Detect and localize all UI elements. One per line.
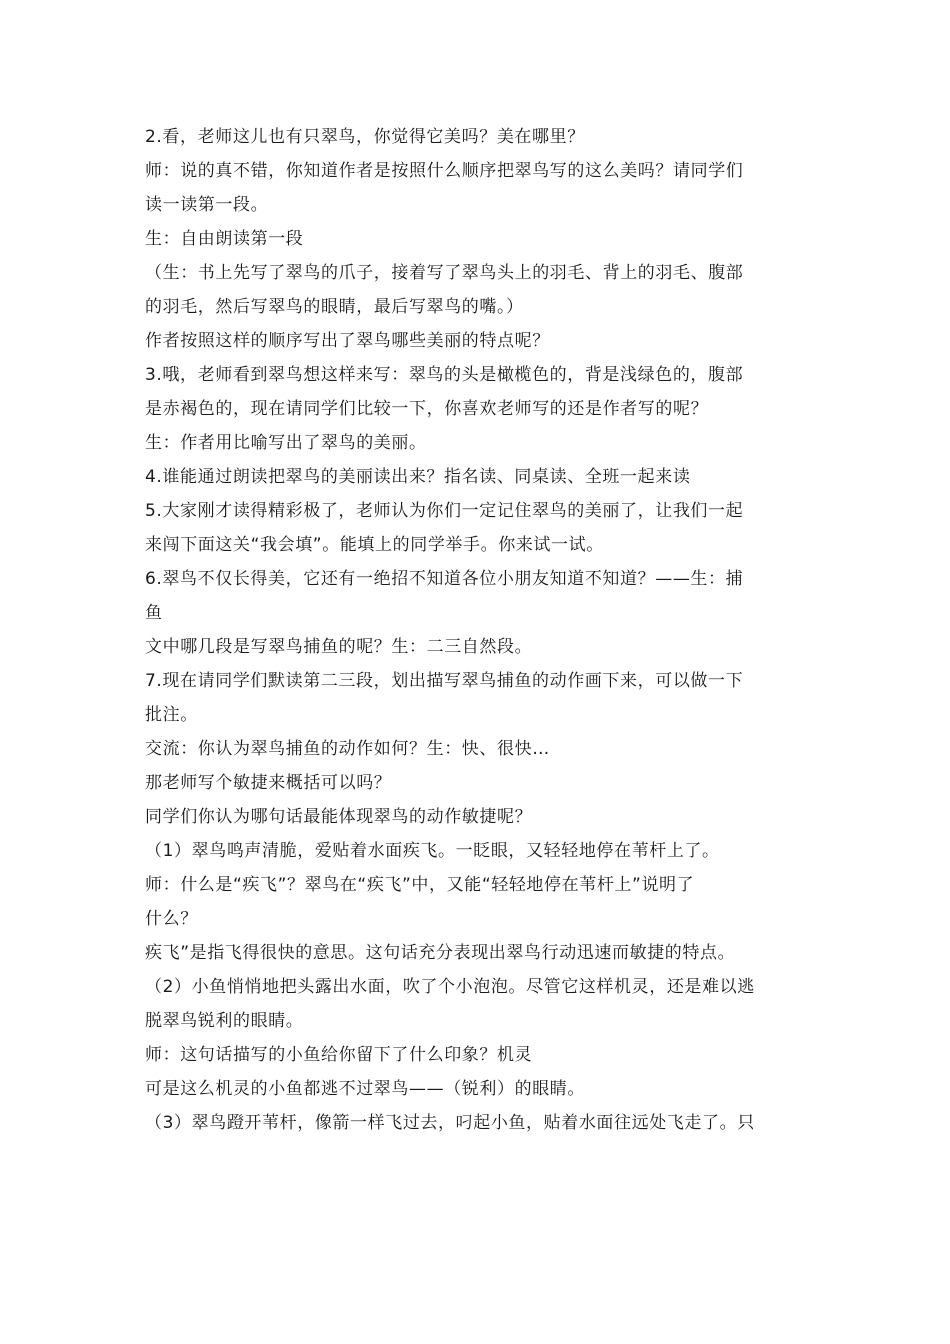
text-line: 来闯下面这关“我会填”。能填上的同学举手。你来试一试。 bbox=[145, 535, 604, 555]
text-line: 2.看，老师这儿也有只翠鸟，你觉得它美吗？美在哪里？ bbox=[145, 127, 585, 147]
paragraph-21 bbox=[145, 1072, 815, 1106]
text-line: 什么？ bbox=[145, 909, 198, 929]
text-line: 鱼 bbox=[145, 603, 163, 623]
paragraph-18 bbox=[145, 936, 815, 970]
text-line: 批注。 bbox=[145, 705, 198, 725]
paragraph-12 bbox=[145, 664, 815, 732]
text-line: 3.哦，老师看到翠鸟想这样来写：翠鸟的头是橄榄色的，背是浅绿色的，腹部 bbox=[145, 365, 744, 385]
paragraph-19 bbox=[145, 970, 815, 1038]
paragraph-14 bbox=[145, 766, 815, 800]
text-line: 4.谁能通过朗读把翠鸟的美丽读出来？指名读、同桌读、全班一起来读 bbox=[145, 467, 691, 487]
text-line: （生：书上先写了翠鸟的爪子，接着写了翠鸟头上的羽毛、背上的羽毛、腹部 bbox=[145, 263, 744, 283]
paragraph-9 bbox=[145, 494, 815, 562]
text-line: 可是这么机灵的小鱼都逃不过翠鸟——（锐利）的眼睛。 bbox=[145, 1079, 585, 1099]
paragraph-13 bbox=[145, 732, 815, 766]
text-line: 文中哪几段是写翠鸟捕鱼的呢？生：二三自然段。 bbox=[145, 637, 533, 657]
text-line: 师：这句话描写的小鱼给你留下了什么印象？机灵 bbox=[145, 1045, 533, 1065]
text-line: 脱翠鸟锐利的眼睛。 bbox=[145, 1011, 304, 1031]
document-body bbox=[145, 120, 815, 1140]
text-line: 是赤褐色的，现在请同学们比较一下，你喜欢老师写的还是作者写的呢？ bbox=[145, 399, 709, 419]
text-line: 疾飞”是指飞得很快的意思。这句话充分表现出翠鸟行动迅速而敏捷的特点。 bbox=[145, 943, 736, 963]
paragraph-5 bbox=[145, 324, 815, 358]
paragraph-4 bbox=[145, 256, 815, 324]
text-line: 读一读第一段。 bbox=[145, 195, 269, 215]
paragraph-15 bbox=[145, 800, 815, 834]
paragraph-1 bbox=[145, 120, 815, 154]
text-line: 交流：你认为翠鸟捕鱼的动作如何？生：快、很快… bbox=[145, 739, 550, 759]
paragraph-2 bbox=[145, 154, 815, 222]
text-line: （3）翠鸟蹬开苇杆，像箭一样飞过去，叼起小鱼，贴着水面往远处飞走了。只 bbox=[145, 1113, 755, 1133]
paragraph-11 bbox=[145, 630, 815, 664]
paragraph-22 bbox=[145, 1106, 815, 1140]
text-line: 同学们你认为哪句话最能体现翠鸟的动作敏捷呢？ bbox=[145, 807, 533, 827]
text-line: 师：说的真不错，你知道作者是按照什么顺序把翠鸟写的这么美吗？请同学们 bbox=[145, 161, 744, 181]
paragraph-16 bbox=[145, 834, 815, 868]
paragraph-20 bbox=[145, 1038, 815, 1072]
text-line: 师：什么是“疾飞”？翠鸟在“疾飞”中，又能“轻轻地停在苇杆上”说明了 bbox=[145, 875, 695, 895]
text-line: 7.现在请同学们默读第二三段，划出描写翠鸟捕鱼的动作画下来，可以做一下 bbox=[145, 671, 744, 691]
text-line: 作者按照这样的顺序写出了翠鸟哪些美丽的特点呢？ bbox=[145, 331, 550, 351]
text-line: （1）翠鸟鸣声清脆，爱贴着水面疾飞。一眨眼，又轻轻地停在苇杆上了。 bbox=[145, 841, 720, 861]
text-line: 生：自由朗读第一段 bbox=[145, 229, 304, 249]
text-line: 那老师写个敏捷来概括可以吗？ bbox=[145, 773, 392, 793]
paragraph-10 bbox=[145, 562, 815, 630]
text-line: 5.大家刚才读得精彩极了，老师认为你们一定记住翠鸟的美丽了，让我们一起 bbox=[145, 501, 744, 521]
text-line: 6.翠鸟不仅长得美，它还有一绝招不知道各位小朋友知道不知道？——生：捕 bbox=[145, 569, 744, 589]
paragraph-8 bbox=[145, 460, 815, 494]
text-line: 生：作者用比喻写出了翠鸟的美丽。 bbox=[145, 433, 427, 453]
paragraph-3 bbox=[145, 222, 815, 256]
text-line: （2）小鱼悄悄地把头露出水面，吹了个小泡泡。尽管它这样机灵，还是难以逃 bbox=[145, 977, 755, 997]
text-line: 的羽毛，然后写翠鸟的眼睛，最后写翠鸟的嘴。） bbox=[145, 297, 524, 317]
paragraph-17 bbox=[145, 868, 815, 936]
paragraph-6 bbox=[145, 358, 815, 426]
paragraph-7 bbox=[145, 426, 815, 460]
